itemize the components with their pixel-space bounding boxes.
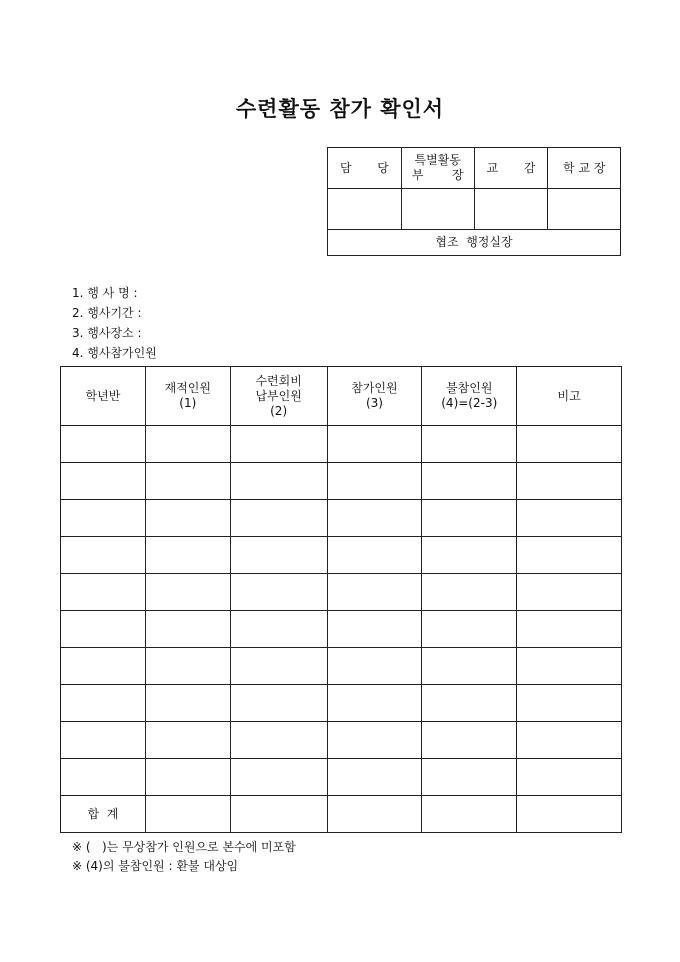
info-line-participants: 4. 행사참가인원 [72,346,157,360]
table-cell[interactable] [61,426,146,463]
table-row [61,574,622,611]
table-cell[interactable] [61,759,146,796]
table-cell[interactable] [327,759,422,796]
table-cell[interactable] [327,463,422,500]
signature-cell-manager[interactable] [328,189,402,230]
vice-principal-label-left: 교 [486,160,499,175]
table-row [61,722,622,759]
table-cell[interactable] [422,685,517,722]
table-cell[interactable] [61,537,146,574]
total-cell[interactable] [327,796,422,833]
table-cell[interactable] [230,611,327,648]
table-cell[interactable] [327,685,422,722]
table-cell[interactable] [422,759,517,796]
activity-head-label-top: 특별활동 [414,153,461,167]
table-cell[interactable] [517,426,622,463]
table-cell[interactable] [230,463,327,500]
table-cell[interactable] [517,759,622,796]
table-cell[interactable] [422,648,517,685]
signature-cell-principal[interactable] [548,189,621,230]
document-title: 수련활동 참가 확인서 [235,96,445,121]
table-cell[interactable] [327,611,422,648]
participation-table [60,366,622,833]
table-row [61,537,622,574]
total-cell[interactable] [422,796,517,833]
total-cell[interactable] [145,796,230,833]
table-cell[interactable] [61,685,146,722]
table-cell[interactable] [230,426,327,463]
header-fee-paid: 수련회비 납부인원 (2) [230,367,327,426]
table-cell[interactable] [61,500,146,537]
manager-label-left: 담 [340,160,352,175]
activity-head-label-right: 장 [452,168,464,182]
table-cell[interactable] [422,537,517,574]
footnotes [72,838,296,876]
table-cell[interactable] [145,463,230,500]
table-cell[interactable] [145,759,230,796]
table-cell[interactable] [145,722,230,759]
table-cell[interactable] [422,722,517,759]
table-row [61,500,622,537]
signature-cell-activity-head[interactable] [401,189,474,230]
table-cell[interactable] [230,500,327,537]
table-cell[interactable] [61,722,146,759]
table-cell[interactable] [422,611,517,648]
table-cell[interactable] [517,722,622,759]
cooperation-label: 협조 행정실장 [435,235,513,249]
table-row [61,426,622,463]
table-cell[interactable] [230,648,327,685]
table-cell[interactable] [230,722,327,759]
table-cell[interactable] [327,648,422,685]
note-refund: ※ (4)의 불참인원 : 환불 대상임 [72,859,239,873]
table-cell[interactable] [61,463,146,500]
table-cell[interactable] [327,500,422,537]
manager-label-right: 당 [377,160,389,175]
note-free-participants: ※ ( )는 무상참가 인원으로 본수에 미포함 [72,840,296,854]
approval-header-activity-head [401,148,474,189]
info-line-event-location: 3. 행사장소 : [72,326,142,340]
table-cell[interactable] [327,722,422,759]
table-cell[interactable] [230,685,327,722]
table-cell[interactable] [517,611,622,648]
table-cell[interactable] [327,574,422,611]
table-cell[interactable] [517,648,622,685]
table-row [61,611,622,648]
table-cell[interactable] [327,537,422,574]
table-cell[interactable] [517,574,622,611]
table-cell[interactable] [422,463,517,500]
table-row [61,685,622,722]
info-line-event-name: 1. 행 사 명 : [72,286,138,300]
table-cell[interactable] [230,537,327,574]
approval-header-vice-principal [474,148,548,189]
table-cell[interactable] [145,537,230,574]
total-label: 합 계 [61,796,146,833]
table-cell[interactable] [422,426,517,463]
table-cell[interactable] [517,685,622,722]
table-cell[interactable] [230,574,327,611]
table-cell[interactable] [61,648,146,685]
header-enrolled: 재적인원 (1) [145,367,230,426]
approval-header-principal [548,148,621,189]
table-cell[interactable] [230,759,327,796]
approval-header-manager [328,148,402,189]
activity-head-label-left: 부 [411,168,424,182]
table-cell[interactable] [517,463,622,500]
principal-label: 학 교 장 [563,160,606,175]
table-cell[interactable] [145,685,230,722]
table-cell[interactable] [145,611,230,648]
total-row [61,796,622,833]
table-cell[interactable] [145,574,230,611]
vice-principal-label-right: 감 [523,160,536,175]
signature-cell-vice-principal[interactable] [474,189,548,230]
table-cell[interactable] [145,426,230,463]
table-row [61,759,622,796]
table-row [61,648,622,685]
approval-box [327,147,621,256]
table-header-row [61,367,622,426]
header-remarks: 비고 [517,367,622,426]
total-cell[interactable] [517,796,622,833]
table-row [61,463,622,500]
table-cell[interactable] [327,426,422,463]
header-participants: 참가인원 (3) [327,367,422,426]
header-absentees: 불참인원 (4)=(2-3) [422,367,517,426]
total-cell[interactable] [230,796,327,833]
cooperation-row [328,230,621,256]
header-class: 학년반 [61,367,146,426]
info-line-event-period: 2. 행사기간 : [72,306,142,320]
table-cell[interactable] [422,574,517,611]
table-cell[interactable] [61,611,146,648]
table-cell[interactable] [145,648,230,685]
table-cell[interactable] [422,500,517,537]
table-cell[interactable] [517,500,622,537]
table-cell[interactable] [145,500,230,537]
table-cell[interactable] [61,574,146,611]
event-info [72,283,157,363]
table-cell[interactable] [517,537,622,574]
